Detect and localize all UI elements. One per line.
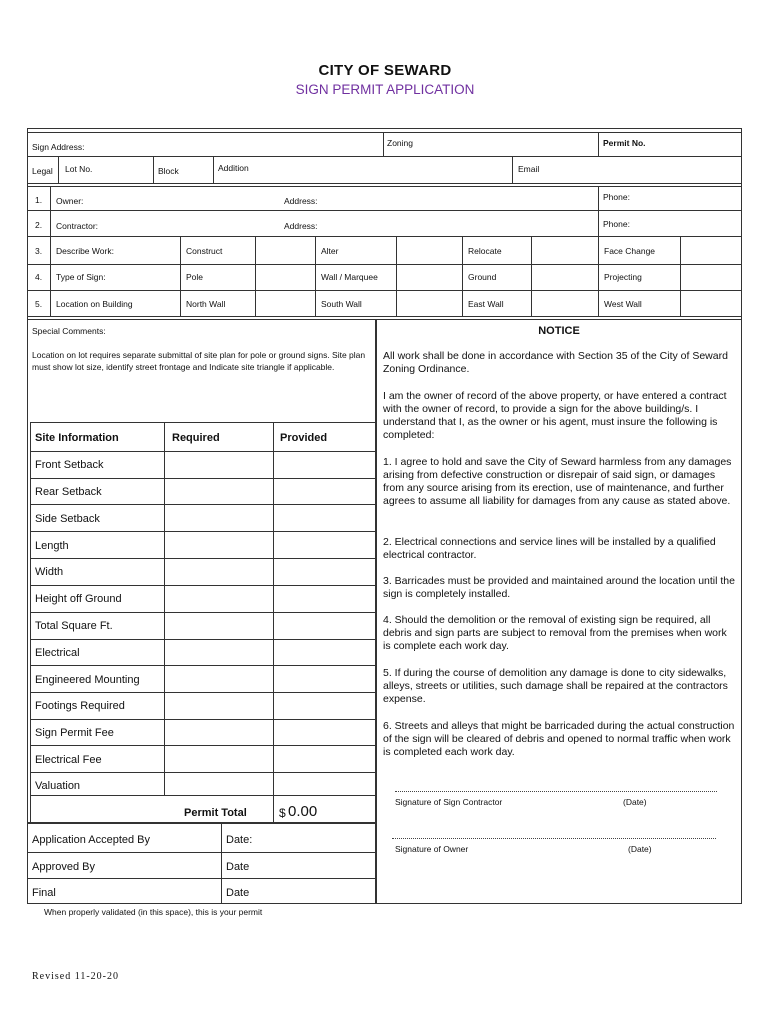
row-number: 1. — [35, 195, 43, 205]
grid-line — [27, 878, 377, 879]
grid-line — [50, 186, 51, 236]
approved-date-label: Date — [226, 861, 250, 873]
special-comments-text: Location on lot requires separate submittal of site plan for pole or ground signs. Site plan must show lot size, identify street frontage and Indicate site triangle if applicable. — [32, 350, 366, 372]
describe-work-label: Describe Work: — [56, 246, 114, 256]
grid-line — [27, 319, 742, 320]
notice-item: 5. If during the course of demolition any damage is done to city sidewalks, alleys, streets or utilities, such damage shall be repaired at the contractors expense. — [383, 667, 728, 705]
option-alter: Alter — [321, 246, 339, 256]
revision-date: Revised 11-20-20 — [32, 971, 120, 982]
option-projecting: Projecting — [604, 272, 642, 282]
grid-line — [58, 156, 59, 183]
signature-line[interactable] — [395, 791, 717, 792]
notice-heading: NOTICE — [538, 325, 580, 337]
option-south-wall: South Wall — [321, 299, 362, 309]
grid-line — [30, 772, 375, 773]
grid-line — [680, 236, 681, 316]
grid-line — [27, 290, 742, 291]
grid-line — [30, 422, 31, 822]
grid-line — [512, 156, 513, 183]
site-info-header: Site Information — [35, 432, 119, 444]
grid-line — [30, 745, 375, 746]
grid-line — [30, 558, 375, 559]
notice-item: 4. Should the demolition or the removal of existing sign be required, all debris and sign parts are subject to removal from the premises when work is complete each work day. — [383, 614, 727, 652]
site-row-label: Side Setback — [35, 513, 100, 525]
grid-line — [255, 236, 256, 316]
zoning-label: Zoning — [387, 138, 413, 148]
accepted-date-label: Date: — [226, 834, 253, 846]
final-date-label: Date — [226, 887, 250, 899]
column-divider — [375, 319, 377, 904]
option-west-wall: West Wall — [604, 299, 642, 309]
grid-line — [315, 236, 316, 316]
grid-line — [27, 132, 742, 133]
location-label: Location on Building — [56, 299, 133, 309]
grid-line — [180, 236, 181, 316]
signature-line[interactable] — [392, 838, 716, 839]
accepted-by-label: Application Accepted By — [32, 834, 151, 846]
option-east-wall: East Wall — [468, 299, 504, 309]
grid-line — [30, 795, 375, 796]
row-number: 4. — [35, 272, 43, 282]
grid-line — [30, 639, 375, 640]
provided-header: Provided — [280, 432, 328, 444]
grid-line — [153, 156, 154, 183]
notice-item: 1. I agree to hold and save the City of Seward harmless from any damages arising from defective construction or disrepair of said sign, or damages from any source arising from its erection, use of maintenance, and further agrees to assume all liability for damages from any cause as stated above. — [383, 456, 732, 507]
permit-no-label: Permit No. — [603, 138, 646, 148]
site-row-label: Length — [35, 540, 69, 552]
owner-signature-label: Signature of Owner — [395, 844, 469, 854]
grid-line — [396, 236, 397, 316]
grid-line — [30, 665, 375, 666]
contractor-address-label: Address: — [284, 221, 318, 231]
grid-line — [383, 132, 384, 156]
site-row-label: Height off Ground — [35, 593, 122, 605]
notice-paragraph: All work shall be done in accordance with Section 35 of the City of Seward Zoning Ordinance. — [383, 350, 728, 375]
owner-signature-date: (Date) — [628, 844, 652, 854]
contractor-label: Contractor: — [56, 221, 99, 231]
notice-paragraph: I am the owner of record of the above property, or have entered a contract with the owner of record, to provide a sign for the above building/s. I understand that I, as the owner or his agent, must insure the following is completed: — [383, 390, 727, 441]
grid-line — [598, 186, 599, 236]
owner-label: Owner: — [56, 196, 84, 206]
form-subtitle: SIGN PERMIT APPLICATION — [295, 82, 475, 97]
notice-item: 6. Streets and alleys that might be barricaded during the actual construction of the sign will be cleared of debris and opened to normal traffic when work is completed each work day. — [383, 720, 735, 758]
grid-line — [30, 531, 375, 532]
final-label: Final — [32, 887, 56, 899]
site-row-label: Electrical Fee — [35, 754, 102, 766]
owner-phone-label: Phone: — [603, 192, 630, 202]
site-row-label: Front Setback — [35, 459, 104, 471]
site-row-label: Total Square Ft. — [35, 620, 113, 632]
notice-item: 2. Electrical connections and service lines will be installed by a qualified electrical contractor. — [383, 536, 716, 561]
grid-line — [27, 316, 742, 317]
sign-address-label: Sign Address: — [32, 142, 85, 152]
approved-by-label: Approved By — [32, 861, 95, 873]
validated-note: When properly validated (in this space), this is your permit — [44, 907, 263, 917]
form-box — [27, 128, 742, 904]
contractor-phone-label: Phone: — [603, 219, 630, 229]
grid-line — [30, 478, 375, 479]
permit-total-value: 0.00 — [288, 803, 318, 820]
site-row-label: Engineered Mounting — [35, 674, 140, 686]
site-row-label: Electrical — [35, 647, 80, 659]
option-relocate: Relocate — [468, 246, 502, 256]
contractor-signature-date: (Date) — [623, 797, 647, 807]
permit-total-label: Permit Total — [184, 807, 247, 819]
grid-line — [27, 852, 377, 853]
type-of-sign-label: Type of Sign: — [56, 272, 106, 282]
grid-line — [27, 183, 742, 184]
grid-line — [30, 692, 375, 693]
required-header: Required — [172, 432, 220, 444]
email-label: Email — [518, 164, 540, 174]
grid-line — [27, 822, 377, 824]
site-row-label: Sign Permit Fee — [35, 727, 114, 739]
grid-line — [213, 156, 214, 183]
owner-address-label: Address: — [284, 196, 318, 206]
row-number: 3. — [35, 246, 43, 256]
form-title: CITY OF SEWARD — [318, 62, 452, 79]
option-construct: Construct — [186, 246, 223, 256]
grid-line — [273, 422, 274, 822]
grid-line — [27, 264, 742, 265]
grid-line — [30, 719, 375, 720]
grid-line — [221, 824, 222, 904]
grid-line — [27, 186, 742, 187]
legal-label: Legal — [32, 166, 53, 176]
grid-line — [598, 132, 599, 156]
addition-label: Addition — [218, 163, 249, 173]
site-row-label: Width — [35, 566, 64, 578]
option-face-change: Face Change — [604, 246, 656, 256]
option-ground: Ground — [468, 272, 497, 282]
grid-line — [27, 236, 742, 237]
grid-line — [531, 236, 532, 316]
option-north-wall: North Wall — [186, 299, 226, 309]
row-number: 2. — [35, 220, 43, 230]
grid-line — [50, 236, 51, 316]
site-row-label: Rear Setback — [35, 486, 102, 498]
option-wall-marquee: Wall / Marquee — [321, 272, 378, 282]
grid-line — [27, 210, 742, 211]
grid-line — [30, 422, 375, 423]
contractor-signature-label: Signature of Sign Contractor — [395, 797, 503, 807]
grid-line — [30, 504, 375, 505]
grid-line — [598, 236, 599, 316]
site-row-label: Footings Required — [35, 700, 125, 712]
grid-line — [462, 236, 463, 316]
grid-line — [30, 585, 375, 586]
grid-line — [30, 451, 375, 452]
lot-no-label: Lot No. — [65, 164, 93, 174]
currency-symbol: $ — [279, 806, 286, 820]
grid-line — [27, 156, 742, 157]
site-row-label: Valuation — [35, 780, 81, 792]
block-label: Block — [158, 166, 179, 176]
notice-item: 3. Barricades must be provided and maintained around the location until the sign is completely installed. — [383, 575, 735, 600]
option-pole: Pole — [186, 272, 204, 282]
grid-line — [30, 612, 375, 613]
special-comments-label: Special Comments: — [32, 326, 106, 336]
row-number: 5. — [35, 299, 43, 309]
